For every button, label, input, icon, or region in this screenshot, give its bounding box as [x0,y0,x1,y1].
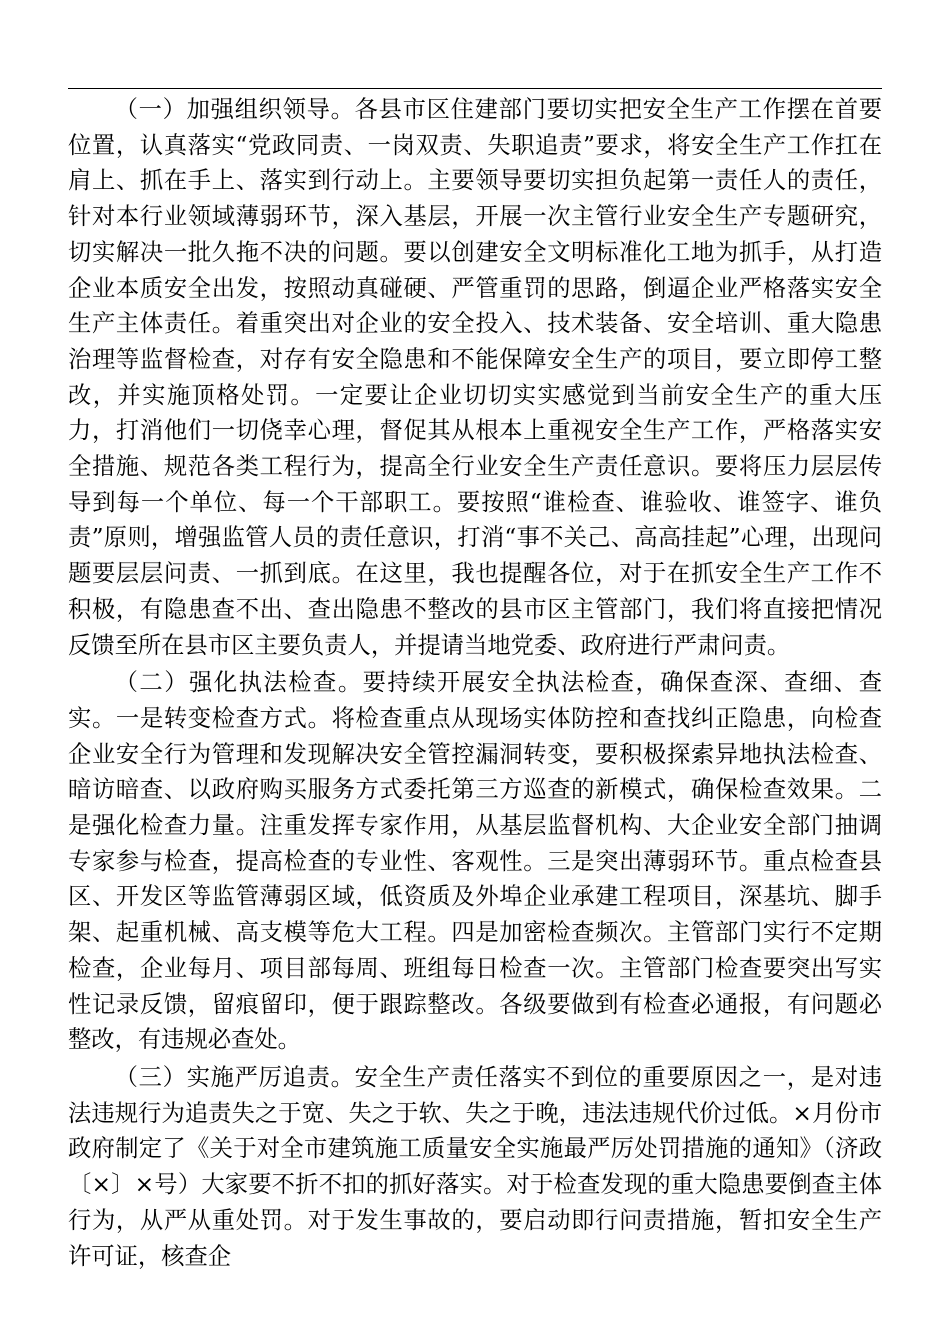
paragraph-organization-leadership: （一）加强组织领导。各县市区住建部门要切实把安全生产工作摆在首要位置，认真落实“党政同责、一岗双责、失职追责”要求，将安全生产工作扛在肩上、抓在手上、落实到行动上。主要领导要切实担负起第一责任人的责任，针对本行业领域薄弱环节，深入基层，开展一次主管行业安全生产专题研究，切实解决一批久拖不决的问题。要以创建安全文明标准化工地为抓手，从打造企业本质安全出发，按照动真碰硬、严管重罚的思路，倒逼企业严格落实安全生产主体责任。着重突出对企业的安全投入、技术装备、安全培训、重大隐患治理等监督检查，对存有安全隐患和不能保障安全生产的项目，要立即停工整改，并实施顶格处罚。一定要让企业切切实实感觉到当前安全生产的重大压力，打消他们一切侥幸心理，督促其从根本上重视安全生产工作，严格落实安全措施、规范各类工程行为，提高全行业安全生产责任意识。要将压力层层传导到每一个单位、每一个干部职工。要按照“谁检查、谁验收、谁签字、谁负责”原则，增强监管人员的责任意识，打消“事不关己、高高挂起”心理，出现问题要层层问责、一抓到底。在这里，我也提醒各位，对于在抓安全生产工作不积极，有隐患查不出、查出隐患不整改的县市区主管部门，我们将直接把情况反馈至所在县市区主要负责人，并提请当地党委、政府进行严肃问责。 [68,96,882,659]
document-body [68,92,882,1274]
paragraph-strict-accountability: （三）实施严厉追责。安全生产责任落实不到位的重要原因之一，是对违法违规行为追责失之于宽、失之于软、失之于晚，违法违规代价过低。×月份市政府制定了《关于对全市建筑施工质量安全实施最严厉处罚措施的通知》（济政〔×〕×号）大家要不折不扣的抓好落实。对于检查发现的重大隐患要倒查主体行为，从严从重处罚。对于发生事故的，要启动即行问责措施，暂扣安全生产许可证，核查企 [68,1063,882,1270]
paragraph-law-enforcement-inspection: （二）强化执法检查。要持续开展安全执法检查，确保查深、查细、查实。一是转变检查方式。将检查重点从现场实体防控和查找纠正隐患，向检查企业安全行为管理和发现解决安全管控漏洞转变，要积极探索异地执法检查、暗访暗查、以政府购买服务方式委托第三方巡查的新模式，确保检查效果。二是强化检查力量。注重发挥专家作用，从基层监督机构、大企业安全部门抽调专家参与检查，提高检查的专业性、客观性。三是突出薄弱环节。重点检查县区、开发区等监管薄弱区域，低资质及外埠企业承建工程项目，深基坑、脚手架、起重机械、高支模等危大工程。四是加密检查频次。主管部门实行不定期检查，企业每月、项目部每周、班组每日检查一次。主管部门检查要突出写实性记录反馈，留痕留印，便于跟踪整改。各级要做到有检查必通报，有问题必整改，有违规必查处。 [68,669,882,1054]
header-rule [68,88,882,89]
